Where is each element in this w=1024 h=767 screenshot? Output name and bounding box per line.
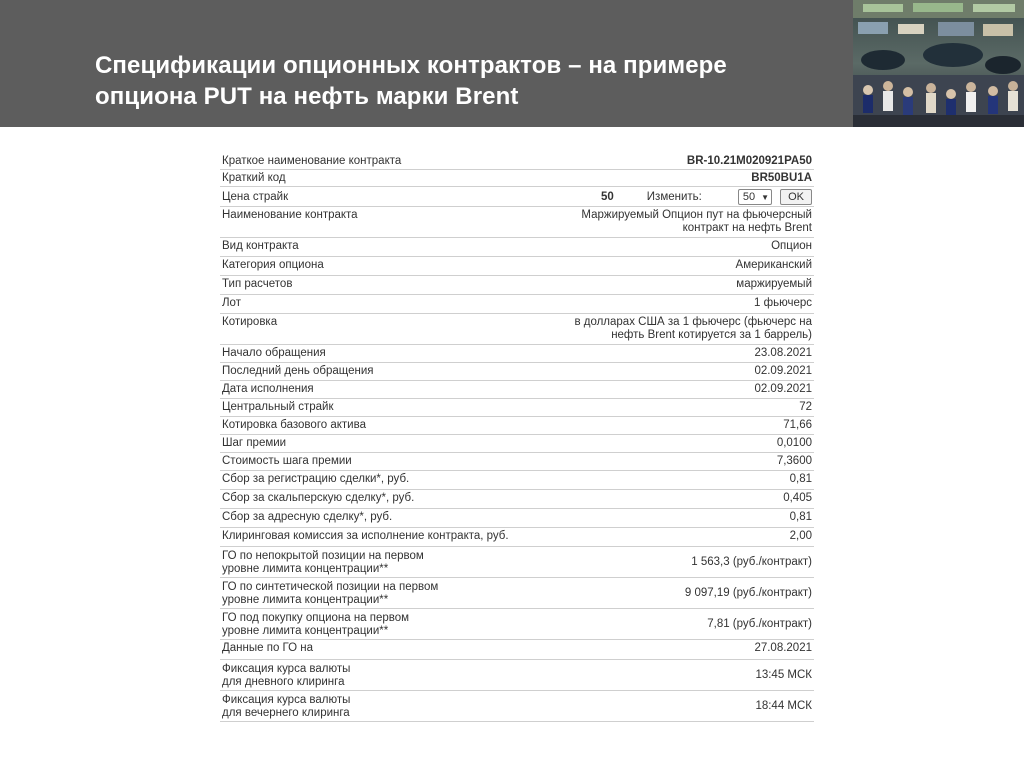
spec-label-line: для дневного клиринга (222, 675, 345, 688)
spec-row (220, 381, 814, 399)
spec-value: 2,00 (789, 530, 812, 542)
spec-label: Сбор за адресную сделку*, руб. (222, 511, 393, 523)
spec-row (220, 345, 814, 363)
spec-value (562, 316, 812, 342)
spec-label (222, 550, 452, 576)
spec-value: 71,66 (783, 419, 812, 431)
spec-label-line: уровне лимита концентрации** (222, 562, 389, 575)
spec-label-line: Фиксация курса валюты (222, 662, 351, 675)
spec-value: 18:44 МСК (755, 700, 812, 712)
spec-label: Стоимость шага премии (222, 455, 352, 467)
spec-row (220, 490, 814, 509)
spec-value: 0,405 (783, 492, 812, 504)
spec-value: Опцион (771, 240, 812, 252)
spec-row-strike (220, 187, 814, 207)
spec-label: Краткий код (222, 172, 286, 184)
ok-button[interactable]: OK (780, 189, 812, 205)
spec-label: Последний день обращения (222, 365, 374, 377)
spec-row-short-code (220, 170, 814, 187)
spec-label: Категория опциона (222, 259, 324, 271)
spec-label: Начало обращения (222, 347, 326, 359)
spec-label-line: уровне лимита концентрации** (222, 624, 389, 637)
spec-value: 9 097,19 (руб./контракт) (684, 587, 812, 599)
spec-value: маржируемый (736, 278, 812, 290)
spec-value: 02.09.2021 (754, 383, 812, 395)
spec-value: Американский (735, 259, 812, 271)
spec-value: 7,81 (руб./контракт) (707, 618, 812, 630)
spec-row-margin (220, 547, 814, 578)
spec-row (220, 509, 814, 528)
spec-value (562, 209, 812, 235)
spec-value: 23.08.2021 (754, 347, 812, 359)
strike-value: 50 (600, 190, 614, 203)
spec-label: Шаг премии (222, 437, 287, 449)
slide-title (95, 50, 835, 112)
spec-label: Цена страйк (222, 190, 289, 203)
spec-label: Дата исполнения (222, 383, 314, 395)
spec-label-line: ГО под покупку опциона на первом (222, 611, 410, 624)
spec-value: 02.09.2021 (754, 365, 812, 377)
spec-label: Краткое наименование контракта (222, 155, 402, 167)
spec-label: Клиринговая комиссия за исполнение контракта, руб. (222, 530, 509, 542)
spec-row (220, 528, 814, 547)
trading-floor-photo (853, 0, 1024, 127)
strike-controls (601, 189, 812, 205)
spec-row (220, 453, 814, 471)
slide-header (0, 0, 1024, 127)
spec-value: 1 фьючерс (754, 297, 812, 309)
spec-value: BR-10.21M020921PA50 (686, 155, 812, 167)
spec-label: Котировка базового актива (222, 419, 366, 431)
spec-label: Вид контракта (222, 240, 299, 252)
spec-value: 0,0100 (776, 437, 812, 449)
spec-label-line: ГО по непокрытой позиции на первом (222, 549, 424, 562)
spec-row (220, 435, 814, 453)
spec-value-line: в долларах США за 1 фьючерс (фьючерс на (574, 316, 812, 328)
spec-value-line: контракт на нефть Brent (682, 222, 812, 234)
spec-label-line: Фиксация курса валюты (222, 693, 351, 706)
spec-row-contract-name (220, 207, 814, 238)
spec-row (220, 417, 814, 435)
spec-row-fx-fixing (220, 660, 814, 691)
slide-title-line-1: Спецификации опционных контрактов – на примере (95, 52, 727, 79)
spec-row-short-name (220, 153, 814, 170)
slide-title-line-2: опциона PUT на нефть марки Brent (95, 83, 519, 110)
spec-row (220, 238, 814, 257)
spec-row (220, 363, 814, 381)
spec-value: 1 563,3 (руб./контракт) (691, 556, 812, 568)
spec-value: 0,81 (789, 473, 812, 485)
spec-row (220, 276, 814, 295)
spec-label: Котировка (222, 316, 278, 328)
spec-label (222, 581, 452, 607)
option-spec-table (220, 153, 814, 722)
spec-row-margin (220, 609, 814, 640)
spec-label (222, 663, 452, 689)
spec-value-line: Маржируемый Опцион пут на фьючерсный (581, 209, 812, 221)
spec-value: 72 (799, 401, 812, 413)
spec-label-line: уровне лимита концентрации** (222, 593, 389, 606)
spec-row-quote (220, 314, 814, 345)
chevron-down-icon: ▼ (761, 193, 770, 202)
strike-select-value: 50 (742, 191, 756, 203)
spec-row (220, 257, 814, 276)
spec-label (222, 694, 452, 720)
spec-value: BR50BU1A (751, 172, 812, 184)
spec-label: Сбор за регистрацию сделки*, руб. (222, 473, 410, 485)
spec-row-margin (220, 578, 814, 609)
change-label: Изменить: (646, 190, 702, 203)
spec-label: Данные по ГО на (222, 642, 314, 654)
spec-row-go-date (220, 640, 814, 660)
spec-label: Сбор за скальперскую сделку*, руб. (222, 492, 415, 504)
spec-label: Центральный страйк (222, 401, 334, 413)
trading-floor-image (853, 0, 1024, 127)
spec-value: 27.08.2021 (754, 642, 812, 654)
spec-label: Тип расчетов (222, 278, 293, 290)
spec-row-fx-fixing (220, 691, 814, 722)
spec-value-line: нефть Brent котируется за 1 баррель) (611, 329, 812, 341)
spec-row (220, 471, 814, 490)
spec-value: 0,81 (789, 511, 812, 523)
spec-value: 13:45 МСК (755, 669, 812, 681)
strike-select[interactable] (738, 189, 772, 205)
spec-row (220, 399, 814, 417)
spec-label: Лот (222, 297, 241, 309)
spec-value: 7,3600 (776, 455, 812, 467)
spec-row (220, 295, 814, 314)
spec-label-line: для вечернего клиринга (222, 706, 350, 719)
spec-label (222, 612, 452, 638)
spec-label-line: ГО по синтетической позиции на первом (222, 580, 439, 593)
spec-label: Наименование контракта (222, 209, 358, 221)
